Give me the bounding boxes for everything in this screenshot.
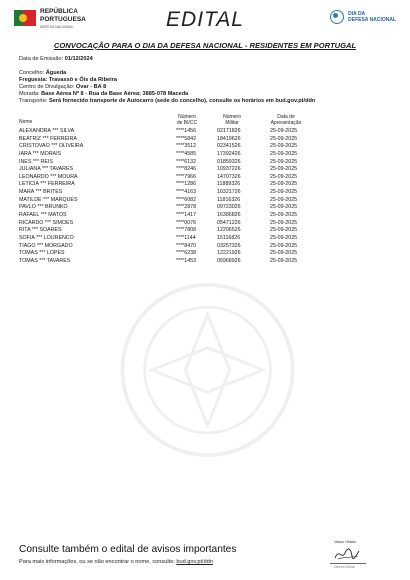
ddn-line1: DIA DA [348, 11, 366, 17]
cell-militar: 09723026 [217, 204, 241, 211]
cell-date: 25-09-2025 [270, 166, 298, 173]
cell-militar: 15116826 [217, 234, 241, 241]
cell-date: 25-09-2025 [270, 173, 298, 180]
table-row [19, 197, 399, 205]
table-row [19, 143, 399, 151]
table-row [19, 128, 399, 136]
cell-name: TOMAS *** LOPES [19, 250, 65, 257]
transporte: Transporte: Será fornecido transporte de Autocarro (sede do concelho), consulte os horários em bud.gov.pt/ddn [19, 98, 316, 104]
cell-bi: ****4585 [176, 150, 197, 157]
table-row [19, 204, 399, 212]
ddn-logo [330, 10, 396, 24]
cell-date: 25-09-2025 [270, 150, 298, 157]
cell-name: ALEXANDRA *** SILVA [19, 128, 75, 134]
cell-date: 25-09-2025 [270, 204, 298, 211]
cell-name: TOMAS *** TAVARES [19, 257, 71, 264]
cell-militar: 14707326 [217, 173, 241, 180]
cell-bi: ****1286 [176, 181, 197, 188]
concelho: Concelho: Águeda [19, 70, 67, 76]
centro-divulgacao: Centro de Divulgação: Ovar - BA 8 [19, 84, 107, 90]
republic-line2: PORTUGUESA [40, 16, 86, 23]
cell-name: LETICIA *** FERREIRA [19, 181, 75, 188]
cell-bi: ****7808 [176, 227, 197, 234]
cell-bi: ****6238 [176, 250, 197, 257]
table-row [19, 220, 399, 228]
table-row [19, 159, 399, 167]
cell-bi: ****5842 [176, 135, 197, 142]
cell-date: 25-09-2025 [270, 234, 298, 241]
cell-militar: 05471226 [217, 219, 241, 226]
cell-name: TIAGO *** MORGADO [19, 242, 73, 249]
document-header [14, 8, 396, 38]
cell-militar: 11816326 [217, 196, 241, 203]
cell-militar: 10321726 [217, 189, 241, 196]
signer-name: Vasco Hilário [334, 540, 357, 544]
cell-militar: 02341526 [217, 143, 241, 150]
cell-date: 25-09-2025 [270, 135, 298, 142]
cell-bi: ****1456 [176, 128, 197, 134]
cell-name: PAVLO *** BRUNKO [19, 204, 68, 211]
cell-name: LEONARDO *** MOURA [19, 173, 78, 180]
cell-militar: 01859326 [217, 158, 241, 165]
table-row [19, 250, 399, 258]
cell-bi: ****0076 [176, 219, 197, 226]
cell-name: MARA *** BRITES [19, 189, 63, 196]
cell-date: 25-09-2025 [270, 196, 298, 203]
header-data: Data de Apresentação [270, 114, 302, 126]
footer-consult: Consulte também o edital de avisos importantes [19, 544, 237, 555]
convocation-table [19, 128, 399, 266]
cell-militar: 03257326 [217, 242, 241, 249]
ddn-line2: DEFESA NACIONAL [348, 17, 396, 23]
header-militar: Número Militar [223, 114, 241, 126]
cell-militar: 12206526 [217, 227, 241, 234]
cell-bi: ****1144 [176, 234, 196, 241]
watermark-emblem-icon [115, 275, 300, 465]
cell-date: 25-09-2025 [270, 227, 298, 234]
cell-militar: 17392426 [217, 150, 241, 157]
republic-sub: DEFESA NACIONAL [40, 25, 74, 29]
cell-date: 25-09-2025 [270, 212, 298, 219]
freguesia: Freguesia: Travassô e Óis da Ribeira [19, 77, 117, 83]
cell-name: BEATRIZ *** FERREIRA [19, 135, 77, 142]
cell-name: RITA *** SOARES [19, 227, 62, 234]
convocation-heading: CONVOCAÇÃO PARA O DIA DA DEFESA NACIONAL - RESIDENTES EM PORTUGAL [53, 41, 357, 50]
header-bi: Número de BI/CC [176, 114, 198, 126]
cell-date: 25-09-2025 [270, 158, 298, 165]
page-title: EDITAL [166, 8, 244, 31]
cell-militar: 02171826 [217, 128, 241, 134]
cell-bi: ****6082 [176, 196, 197, 203]
cell-bi: ****8246 [176, 166, 197, 173]
table-row [19, 166, 399, 174]
cell-bi: ****7966 [176, 173, 197, 180]
cell-militar: 16386826 [217, 212, 241, 219]
cell-name: RICARDO *** SIMOES [19, 219, 74, 226]
emission-date: Data de Emissão: 01/12/2024 [19, 56, 93, 62]
signer-role: Diretor-Geral [334, 565, 355, 569]
republic-line1: REPÚBLICA [40, 8, 78, 15]
table-row [19, 151, 399, 159]
cell-date: 25-09-2025 [270, 181, 298, 188]
cell-militar: 10937226 [217, 166, 241, 173]
cell-bi: ****1417 [176, 212, 197, 219]
cell-bi: ****1453 [176, 257, 197, 264]
cell-date: 25-09-2025 [270, 257, 298, 264]
morada: Morada: Base Aérea Nº 8 - Rua da Base Aérea; 3885-078 Maceda [19, 91, 189, 97]
cell-name: JULIANA *** TAVARES [19, 166, 74, 173]
cell-militar: 11889326 [217, 181, 241, 188]
footer-info: Para mais informações, ou se não encontrar o nome, consulte: bud.gov.pt/ddn [19, 559, 213, 565]
cell-bi: ****6132 [176, 158, 197, 165]
cell-bi: ****2878 [176, 204, 197, 211]
cell-date: 25-09-2025 [270, 250, 298, 257]
table-row [19, 174, 399, 182]
cell-name: MATILDE *** MARQUES [19, 196, 78, 203]
cell-bi: ****8470 [176, 242, 197, 249]
cell-name: INES *** REIS [19, 158, 53, 165]
cell-date: 25-09-2025 [270, 128, 298, 134]
cell-name: IARA *** MORAIS [19, 150, 62, 157]
cell-date: 25-09-2025 [270, 219, 298, 226]
cell-bi: ****3512 [176, 143, 197, 150]
cell-name: SOFIA *** LOURENCO [19, 234, 74, 241]
cell-name: CRISTOVAO *** OLIVEIRA [19, 143, 84, 150]
signature-icon [333, 546, 361, 562]
table-row [19, 181, 399, 189]
table-row [19, 227, 399, 235]
table-row [19, 136, 399, 144]
cell-date: 25-09-2025 [270, 143, 298, 150]
cell-date: 25-09-2025 [270, 242, 298, 249]
ddn-emblem-icon [330, 10, 344, 24]
cell-militar: 05968926 [217, 257, 241, 264]
table-row [19, 189, 399, 197]
cell-name: RAFAEL *** MATOS [19, 212, 67, 219]
cell-militar: 12221926 [217, 250, 241, 257]
cell-militar: 18419626 [217, 135, 241, 142]
table-row [19, 212, 399, 220]
header-nome: Nome [19, 119, 33, 125]
cell-bi: ****4163 [176, 189, 197, 196]
info-link[interactable]: bud.gov.pt/ddn [176, 559, 213, 565]
table-row [19, 235, 399, 243]
cell-date: 25-09-2025 [270, 189, 298, 196]
table-row [19, 243, 399, 251]
signature-line [330, 563, 366, 564]
table-row [19, 258, 399, 266]
